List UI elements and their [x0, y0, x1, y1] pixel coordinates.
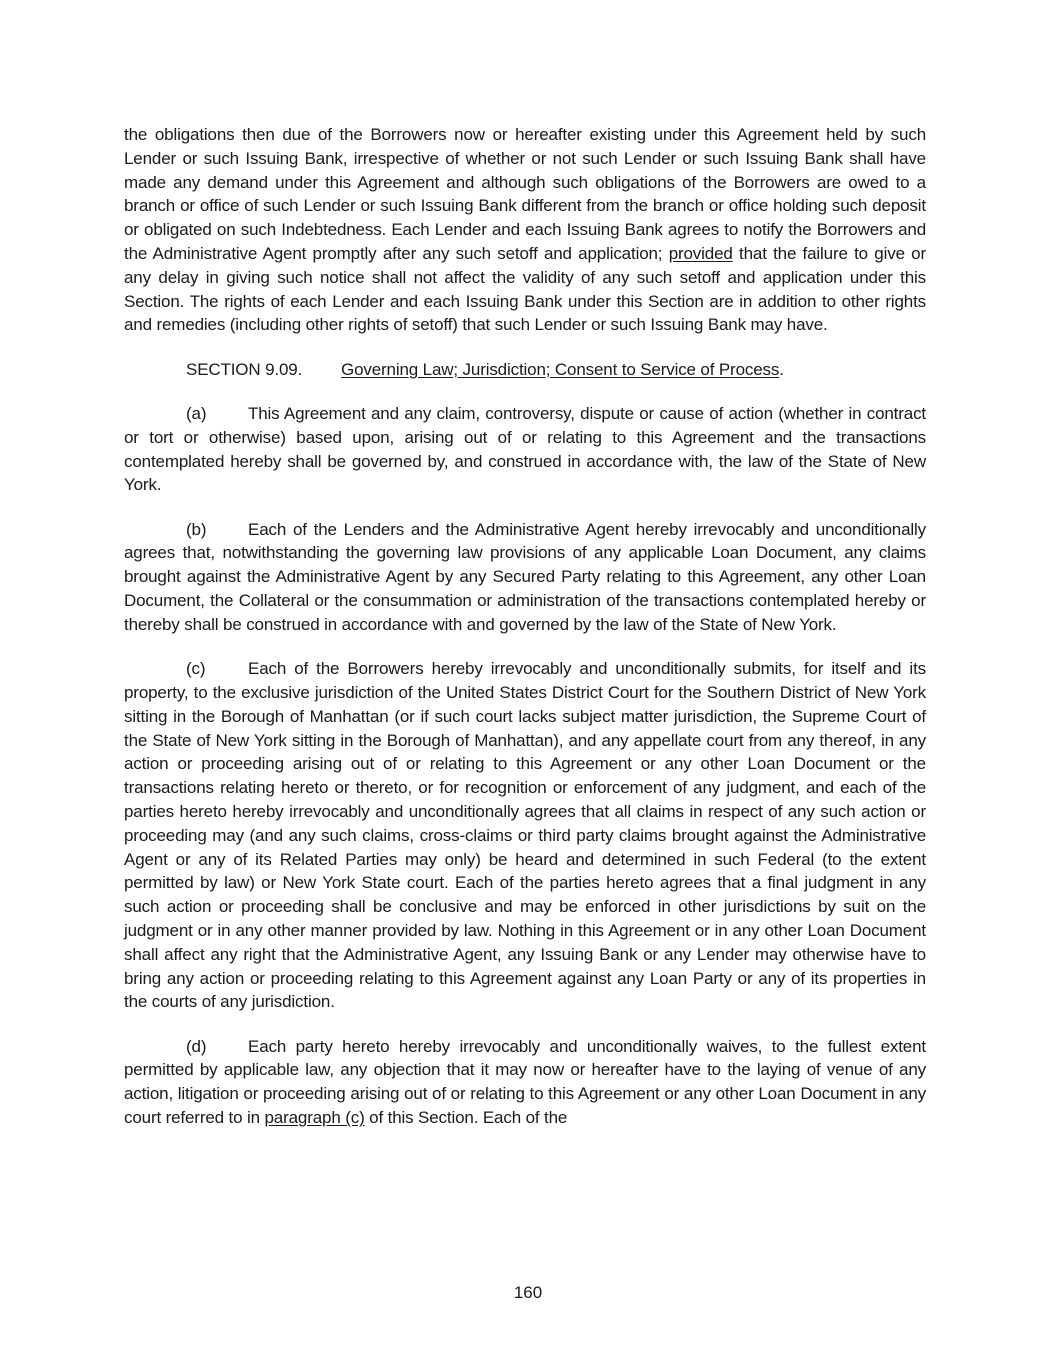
paragraph-d-text-2: of this Section. Each of the — [364, 1107, 568, 1127]
paragraph-a-text: This Agreement and any claim, controversy, dispute or cause of action (whether in contract or tort or otherwise) based upon, arising out of or relating to this Agreement and the transactions contemplated hereby shall be governed by, and construed in accordance with, the law of the State of New York. — [124, 403, 926, 495]
paragraph-b — [124, 518, 926, 637]
paragraph-a-label: (a) — [186, 403, 207, 423]
paragraph-b-text: Each of the Lenders and the Administrative Agent hereby irrevocably and unconditionally agrees that, notwithstanding the governing law provisions of any applicable Loan Document, any claims brought against the Administrative Agent by any Secured Party relating to this Agreement, any other Loan Document, the Collateral or the consummation or administration of the transactions contemplated hereby or thereby shall be construed in accordance with and governed by the law of the State of New York. — [124, 519, 926, 634]
paragraph-b-label: (b) — [186, 519, 207, 539]
provided-term: provided — [668, 243, 733, 263]
paragraph-c — [124, 657, 926, 1014]
intro-paragraph — [124, 123, 926, 337]
paragraph-d-text-1: Each party hereto hereby irrevocably and unconditionally waives, to the fullest extent permitted by applicable law, any objection that it may now or hereafter have to the laying of venue of any action, litigation or proceeding arising out of or relating to this Agreement or any other Loan Document in any court referred to in — [124, 1036, 926, 1127]
paragraph-d — [124, 1035, 926, 1130]
document-page — [124, 123, 926, 1130]
paragraph-a — [124, 402, 926, 497]
paragraph-d-label: (d) — [186, 1036, 207, 1056]
page-number: 160 — [513, 1283, 543, 1302]
paragraph-c-label: (c) — [186, 659, 206, 679]
paragraph-c-reference: paragraph (c) — [264, 1107, 365, 1127]
section-number: SECTION 9.09. — [186, 359, 303, 379]
section-heading — [124, 358, 926, 382]
section-title-period: . — [779, 359, 784, 379]
paragraph-c-text: Each of the Borrowers hereby irrevocably and unconditionally submits, for itself and its property, to the exclusive jurisdiction of the United States District Court for the Southern District of New York sitting in the Borough of Manhattan (or if such court lacks subject matter jurisdiction, the Supreme Court of the State of New York sitting in the Borough of Manhattan), and any appellate court from any thereof, in any action or proceeding arising out of or relating to this Agreement or any other Loan Document or the transactions relating hereto or thereto, or for recognition or enforcement of any judgment, and each of the parties hereto hereby irrevocably and unconditionally agrees that all claims in respect of any such action or proceeding may (and any such claims, cross-claims or third party claims brought against the Administrative Agent or any of its Related Parties may only) be heard and determined in such Federal (to the extent permitted by law) or New York State court. Each of the parties hereto agrees that a final judgment in any such action or proceeding shall be conclusive and may be enforced in other jurisdictions by suit on the judgment or in any other manner provided by law. Nothing in this Agreement or in any other Loan Document shall affect any right that the Administrative Agent, any Issuing Bank or any Lender may otherwise have to bring any action or proceeding relating to this Agreement against any Loan Party or any of its properties in the courts of any jurisdiction. — [124, 659, 926, 1012]
section-title: Governing Law; Jurisdiction; Consent to Service of Process — [341, 359, 780, 379]
intro-text-2: that the failure to give or any delay in giving such notice shall not affect the validity of any such setoff and application under this Section. The rights of each Lender and each Issuing Bank under this Section are in addition to other rights and remedies (including other rights of setoff) that such Lender or such Issuing Bank may have. — [124, 243, 926, 335]
intro-text-1: the obligations then due of the Borrowers now or hereafter existing under this Agreement held by such Lender or such Issuing Bank, irrespective of whether or not such Lender or such Issuing Bank shall have made any demand under this Agreement and although such obligations of the Borrowers are owed to a branch or office of such Lender or such Issuing Bank different from the branch or office holding such deposit or obligated on such Indebtedness. Each Lender and each Issuing Bank agrees to notify the Borrowers and the Administrative Agent promptly after any such setoff and application; — [124, 125, 926, 263]
